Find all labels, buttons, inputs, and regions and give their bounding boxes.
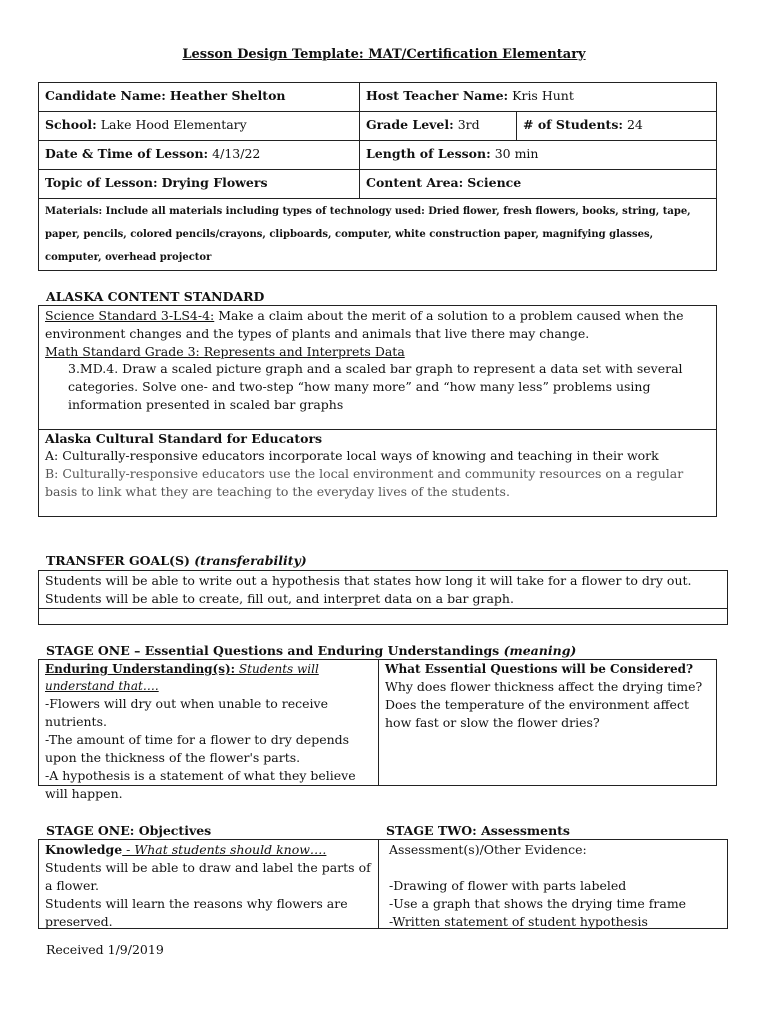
topic-label: Topic of Lesson:: [45, 175, 158, 190]
grade-cell: [360, 112, 517, 141]
enduring-understanding-subtitle: Students will understand that….: [45, 662, 319, 693]
assessment-section: [389, 841, 719, 931]
eu-item: -The amount of time for a flower to dry depends upon the thickness of the flower's parts.: [45, 732, 350, 765]
page-title: Lesson Design Template: MAT/Certification Elementary: [182, 47, 586, 62]
topic-cell: [39, 170, 360, 199]
assessment-label: Assessment(s)/Other Evidence:: [389, 842, 587, 857]
divider: [378, 840, 379, 928]
date-label: Date & Time of Lesson:: [45, 146, 209, 161]
content-area-value: Science: [467, 175, 522, 190]
knowledge-item: Students will be able to draw and label the parts of a flower.: [45, 860, 371, 893]
transfer-goal-1: Students will be able to write out a hypothesis that states how long it will take for a flower to dry out.: [45, 573, 692, 588]
stage-one-subtitle: (meaning): [503, 643, 577, 658]
topic-value: Drying Flowers: [161, 175, 268, 190]
knowledge-label: Knowledge: [45, 842, 123, 857]
spacer: [389, 859, 719, 877]
enduring-understanding-label: Enduring Understanding(s):: [45, 662, 236, 676]
stage-one-box: [38, 659, 717, 801]
essential-questions: [385, 661, 711, 732]
date-value: 4/13/22: [212, 146, 261, 161]
lesson-info-table: [38, 82, 717, 271]
cultural-standard-heading: Alaska Cultural Standard for Educators: [45, 431, 323, 446]
host-cell: [360, 83, 717, 112]
math-standard-label: Math Standard Grade 3: Represents and Interprets Data: [45, 344, 405, 359]
grade-label: Grade Level:: [366, 117, 454, 132]
transfer-goal-title: TRANSFER GOAL(S): [46, 553, 195, 568]
school-cell: [39, 112, 360, 141]
math-standard-text: 3.MD.4. Draw a scaled picture graph and a scaled bar graph to represent a data set with several categories. Solve one- and two-step “how many more” and “how many less” problems using information presented in scaled bar graphs: [68, 361, 683, 412]
length-value: 30 min: [494, 146, 539, 161]
date-cell: [39, 141, 360, 170]
length-cell: [360, 141, 717, 170]
grade-value: 3rd: [457, 117, 480, 132]
knowledge-header: [45, 841, 371, 859]
knowledge-item: Students will learn the reasons why flowers are preserved.: [45, 896, 348, 929]
materials-text: Materials: Include all materials including types of technology used: Dried flower, fresh flowers, books, string, tape, paper, pencils, colored pencils/crayons, clipboards, computer, white construction paper, magnifying glasses, computer, overhead projector: [45, 206, 691, 263]
divider: [39, 608, 727, 609]
length-label: Length of Lesson:: [366, 146, 491, 161]
content-area-cell: [360, 170, 717, 199]
divider: [378, 660, 379, 785]
transfer-goal-subtitle: (transferability): [194, 553, 307, 568]
essential-questions-label: What Essential Questions will be Considered?: [385, 662, 694, 676]
enduring-understanding-header: [45, 661, 371, 695]
assessment-item: -Written statement of student hypothesis: [389, 914, 648, 929]
students-value: 24: [626, 117, 643, 132]
eu-item: -Flowers will dry out when unable to receive nutrients.: [45, 696, 328, 729]
assessment-item: -Drawing of flower with parts labeled: [389, 878, 627, 893]
eu-item: -A hypothesis is a statement of what they believe will happen.: [45, 768, 356, 801]
objectives-box: [38, 839, 728, 929]
materials-cell: [39, 199, 717, 271]
host-label: Host Teacher Name:: [366, 88, 509, 103]
cultural-standard-a: A: Culturally-responsive educators incorporate local ways of knowing and teaching in their work: [45, 448, 659, 463]
knowledge-subtitle: - What students should know….: [122, 842, 327, 857]
school-label: School:: [45, 117, 97, 132]
science-standard-label: Science Standard 3-LS4-4:: [45, 308, 215, 323]
content-standard-heading: ALASKA CONTENT STANDARD: [46, 289, 265, 304]
assessment-item: -Use a graph that shows the drying time frame: [389, 896, 687, 911]
enduring-understanding: [45, 661, 371, 803]
students-cell: [517, 112, 717, 141]
stage-one-title: STAGE ONE – Essential Questions and Enduring Understandings: [46, 643, 504, 658]
transfer-goal-box: [38, 570, 728, 625]
candidate-value: Heather Shelton: [169, 88, 286, 103]
transfer-goal-heading: [46, 553, 307, 568]
objectives-heading: STAGE ONE: Objectives: [46, 823, 212, 838]
stage-one-heading: [46, 643, 576, 658]
students-label: # of Students:: [523, 117, 623, 132]
knowledge-section: [45, 841, 371, 931]
content-standard-box: [38, 305, 717, 517]
cultural-standard-b: B: Culturally-responsive educators use the local environment and community resources on a regular basis to link what they are teaching to the everyday lives of the students.: [45, 466, 684, 499]
content-area-label: Content Area:: [366, 175, 464, 190]
science-standard: [45, 307, 711, 343]
candidate-label: Candidate Name:: [45, 88, 166, 103]
science-standard-text: Make a claim about the merit of a solution to a problem caused when the environment changes and the types of plants and animals that live there may change.: [45, 308, 684, 341]
assessments-heading: STAGE TWO: Assessments: [386, 823, 570, 838]
essential-questions-text: Why does flower thickness affect the drying time? Does the temperature of the environment affect how fast or slow the flower dries?: [385, 679, 703, 730]
host-value: Kris Hunt: [512, 88, 574, 103]
school-value: Lake Hood Elementary: [100, 117, 247, 132]
received-date: Received 1/9/2019: [46, 942, 164, 957]
transfer-goal-2: Students will be able to create, fill out, and interpret data on a bar graph.: [45, 591, 514, 606]
candidate-cell: [39, 83, 360, 112]
